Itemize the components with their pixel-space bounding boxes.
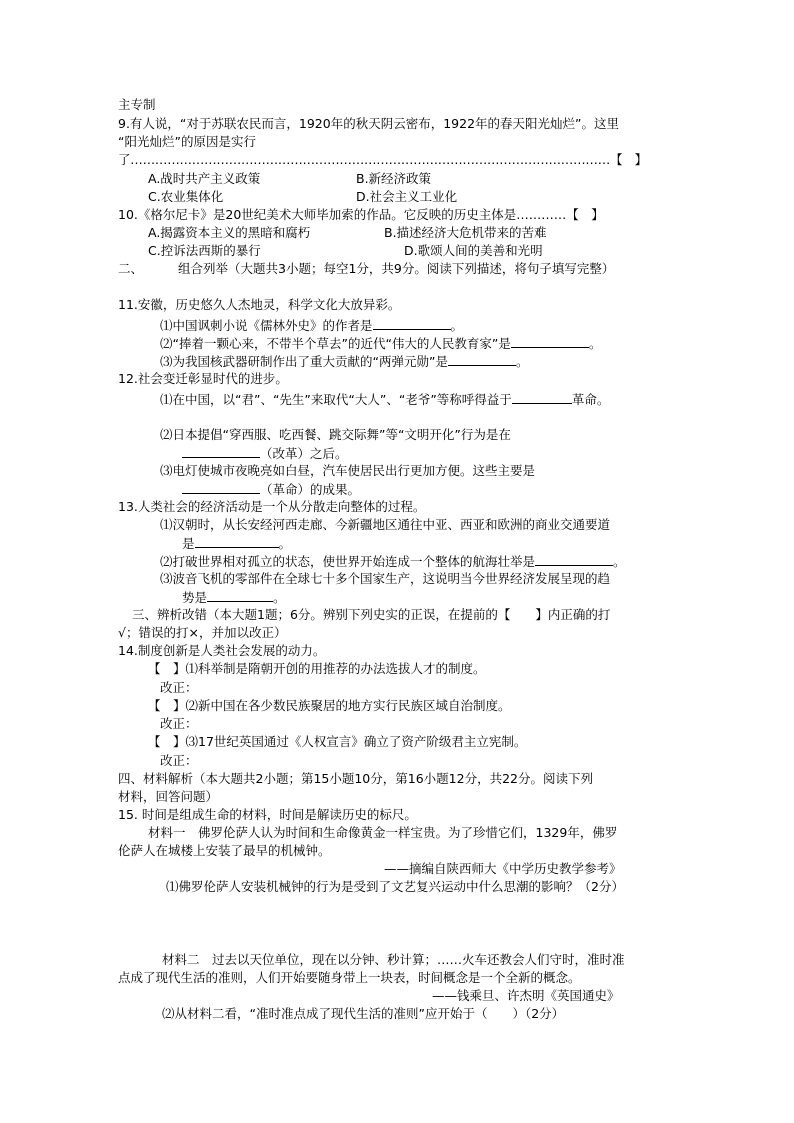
answer-blank[interactable] <box>182 444 260 458</box>
q13-sub1-line1: ⑴汉朝时，从长安经河西走廊、今新疆地区通往中亚、西亚和欧洲的商业交通要道 <box>160 517 611 532</box>
q13-sub1-line2: 是 。 <box>182 536 292 551</box>
answer-bracket[interactable]: 【 】 <box>148 661 186 676</box>
q14-correction-label-3: 改正： <box>160 753 198 768</box>
q15-stem: 15. 时间是组成生命的材料，时间是解读历史的标尺。 <box>118 807 417 822</box>
answer-blank[interactable] <box>448 352 516 366</box>
q15-material1-line2: 伦萨人在城楼上安装了最早的机械钟。 <box>118 843 331 858</box>
q9-option-c: C.农业集体化 <box>148 189 224 204</box>
q10-stem: 10.《格尔尼卡》是20世纪美术大师毕加索的作品。它反映的历史主体是…………【 】 <box>118 207 604 222</box>
q14-item3: 【 】⑶17世纪英国通过《人权宣言》确立了资产阶级君主立宪制。 <box>148 734 527 749</box>
q14-correction-label-1: 改正： <box>160 680 198 695</box>
q12-stem: 12.社会变迁彰显时代的进步。 <box>118 371 288 386</box>
q9-option-d: D.社会主义工业化 <box>356 189 458 204</box>
answer-blank[interactable] <box>182 480 260 494</box>
q15-material2-line1: 材料二 过去以天位单位，现在以分钟、秒计算；……火车还教会人们守时，准时准 <box>162 952 625 967</box>
answer-blank[interactable] <box>512 390 572 404</box>
q11-sub2: ⑵“捧着一颗心来，不带半个草去”的近代“伟大的人民教育家”是 。 <box>160 336 602 351</box>
q9-stem-line2: “阳光灿烂”的原因是实行 <box>118 134 256 149</box>
q11-sub3: ⑶为我国核武器研制作出了重大贡献的“两弹元勋”是 。 <box>160 354 529 369</box>
section3-title-line1: 三、辨析改错（本大题1题；6分。辨别下列史实的正误，在提前的【 】内正确的打 <box>132 607 611 622</box>
q15-material1-source: ——摘编自陕西师大《中学历史教学参考》 <box>384 861 622 876</box>
q12-sub2-line2: （改革）之后。 <box>182 444 348 463</box>
q13-sub3-line1: ⑶波音飞机的零部件在全球七十多个国家生产，这说明当今世界经济发展呈现的趋 <box>160 571 611 586</box>
q15-question1: ⑴佛罗伦萨人安装机械钟的行为是受到了文艺复兴运动中什么思潮的影响？（2分） <box>166 879 624 894</box>
q13-sub3-line2: 势是 。 <box>182 590 286 605</box>
q9-option-a: A.战时共产主义政策 <box>148 171 261 186</box>
q11-stem: 11.安徽，历史悠久人杰地灵，科学文化大放异彩。 <box>118 297 401 312</box>
q15-question2: ⑵从材料二看，“准时准点成了现代生活的准则”应开始于（ ）（2分） <box>162 1006 565 1021</box>
q14-stem: 14.制度创新是人类社会发展的动力。 <box>118 643 326 658</box>
q14-correction-label-2: 改正： <box>160 716 198 731</box>
q12-sub3-line2: （革命）的成果。 <box>182 480 360 499</box>
section4-title-line1: 四、材料解析（本大题共2小题；第15小题10分，第16小题12分，共22分。阅读下列 <box>118 771 593 786</box>
section4-title-line2: 材料，回答问题） <box>118 789 219 804</box>
q10-option-d: D.歌颂人间的美善和光明 <box>404 243 543 258</box>
answer-blank[interactable] <box>373 316 451 330</box>
q9-stem-line1: 9.有人说，“对于苏联农民而言，1920年的秋天阴云密布，1922年的春天阳光灿烂”。这里 <box>118 116 620 131</box>
q12-sub1: ⑴在中国，以“君”、“先生”来取代“大人”、“老爷”等称呼得益于 革命。 <box>160 392 610 407</box>
answer-blank[interactable] <box>207 588 273 602</box>
answer-bracket[interactable]: 【 】 <box>148 698 186 713</box>
answer-blank[interactable] <box>511 334 589 348</box>
q10-option-b: B.描述经济大危机带来的苦难 <box>384 225 547 240</box>
q12-sub3-line1: ⑶电灯使城市夜晚亮如白昼，汽车使居民出行更加方便。这些主要是 <box>160 463 536 478</box>
q15-material1-line1: 材料一 佛罗伦萨人认为时间和生命像黄金一样宝贵。为了珍惜它们，1329年，佛罗 <box>148 825 618 840</box>
section2-title: 组合列举（大题共3小题；每空1分，共9分。阅读下列描述，将句子填写完整） <box>178 261 615 276</box>
q15-material2-line2: 点成了现代生活的准则，人们开始要随身带上一块表，时间概念是一个全新的概念。 <box>118 970 581 985</box>
q14-item2: 【 】⑵新中国在各少数民族聚居的地方实行民族区域自治制度。 <box>148 698 511 713</box>
answer-blank[interactable] <box>535 552 613 566</box>
q10-option-a: A.揭露资本主义的黑暗和腐朽 <box>148 225 311 240</box>
q9-option-b: B.新经济政策 <box>356 171 432 186</box>
q10-option-c: C.控诉法西斯的暴行 <box>148 243 261 258</box>
section3-title-line2: √；错误的打×，并加以改正） <box>118 625 287 640</box>
q11-sub1: ⑴中国讽刺小说《儒林外史》的作者是 。 <box>160 318 464 333</box>
q13-stem: 13.人类社会的经济活动是一个从分散走向整体的过程。 <box>118 499 426 514</box>
q12-sub2-line1: ⑵日本提倡“穿西服、吃西餐、跳交际舞”等“文明开化”行为是在 <box>160 427 511 442</box>
answer-bracket[interactable]: 【 】 <box>148 734 186 749</box>
q15-material2-source: ——钱乘旦、许杰明《英国通史》 <box>432 988 620 1003</box>
q13-sub2: ⑵打破世界相对孤立的状态，使世界开始连成一个整体的航海壮举是 。 <box>160 554 626 569</box>
header-fragment: 主专制 <box>118 97 156 112</box>
section2-number: 二、 <box>118 261 144 276</box>
q14-item1: 【 】⑴科举制是隋朝开创的用推荐的办法选拔人才的制度。 <box>148 661 486 676</box>
q9-stem-line3: 了………………………………………………………………………………………………………【 】 <box>118 152 647 167</box>
answer-blank[interactable] <box>195 534 279 548</box>
